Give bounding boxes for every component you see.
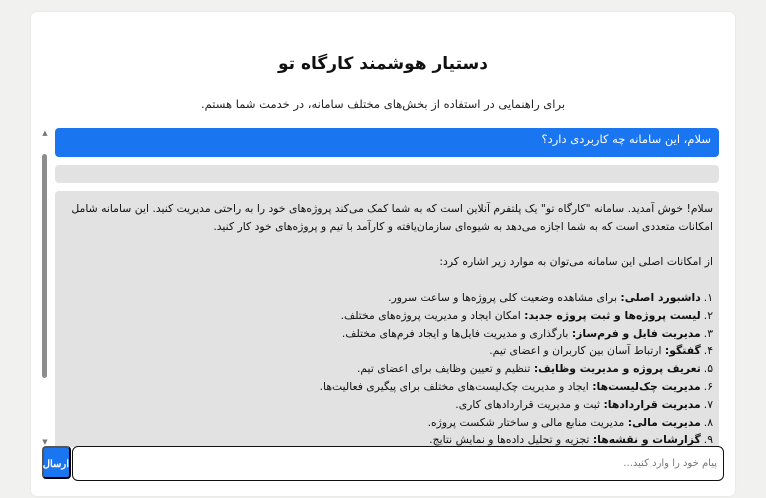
message-input[interactable]: [72, 446, 724, 481]
chat-card: [31, 12, 735, 496]
user-message: سلام، این سامانه چه کاربردی دارد؟: [55, 128, 719, 157]
scroll-up-arrow-icon[interactable]: ▲: [42, 129, 48, 137]
assistant-message: [55, 191, 719, 447]
feature-item: ۱.داشبورد اصلی: برای مشاهده وضعیت کلی پروژه‌ها و ساعت سرور.: [388, 290, 713, 304]
page-title: دستیار هوشمند کارگاه تو: [278, 54, 488, 74]
feature-item: ۸.مدیریت مالی: مدیریت منابع مالی و ساختار شکست پروژه.: [427, 415, 713, 429]
assistant-intro: سلام! خوش آمدید. سامانه "کارگاه تو" یک پلتفرم آنلاین است که به شما کمک می‌کند پروژه‌های خود را به راحتی مدیریت کنید. این سامانه شامل امکانات متعددی است که به شما اجازه می‌دهد به شیوه‌ای سازمان‌یافته و کارآمد با تیم و پروژه‌های خود کار کنید.: [71, 202, 713, 233]
scroll-thumb[interactable]: [42, 154, 47, 378]
feature-list: [61, 289, 713, 447]
chat-scrollbar[interactable]: [40, 128, 50, 447]
feature-item: ۳.مدیریت فایل و فرم‌ساز: بارگذاری و مدیریت فایل‌ها و ایجاد فرم‌های مختلف.: [341, 326, 713, 340]
feature-item: ۹.گزارشات و نقشه‌ها: تجزیه و تحلیل داده‌ها و نمایش نتایج.: [429, 433, 713, 447]
assistant-lead: از امکانات اصلی این سامانه می‌توان به موارد زیر اشاره کرد:: [439, 255, 713, 269]
chat-messages: [55, 128, 719, 447]
scroll-down-arrow-icon[interactable]: ▼: [42, 438, 48, 446]
feature-item: ۴.گفتگو: ارتباط آسان بین کاربران و اعضای تیم.: [489, 344, 713, 358]
feature-item: ۵.تعریف پروژه و مدیریت وظایف: تنظیم و تعیین وظایف برای اعضای تیم.: [356, 362, 713, 376]
send-button[interactable]: ارسال: [42, 446, 71, 479]
feature-item: ۲.لیست پروژه‌ها و ثبت پروژه جدید: امکان ایجاد و مدیریت پروژه‌های مختلف.: [340, 308, 713, 322]
page-subtitle: برای راهنمایی در استفاده از بخش‌های مختلف سامانه، در خدمت شما هستم.: [200, 97, 566, 111]
feature-item: ۶.مدیریت چک‌لیست‌ها: ایجاد و مدیریت چک‌لیست‌های مختلف برای پیگیری فعالیت‌ها.: [319, 379, 713, 393]
feature-item: ۷.مدیریت قراردادها: ثبت و مدیریت قراردادهای کاری.: [455, 397, 713, 411]
empty-message-bubble: [55, 165, 719, 183]
